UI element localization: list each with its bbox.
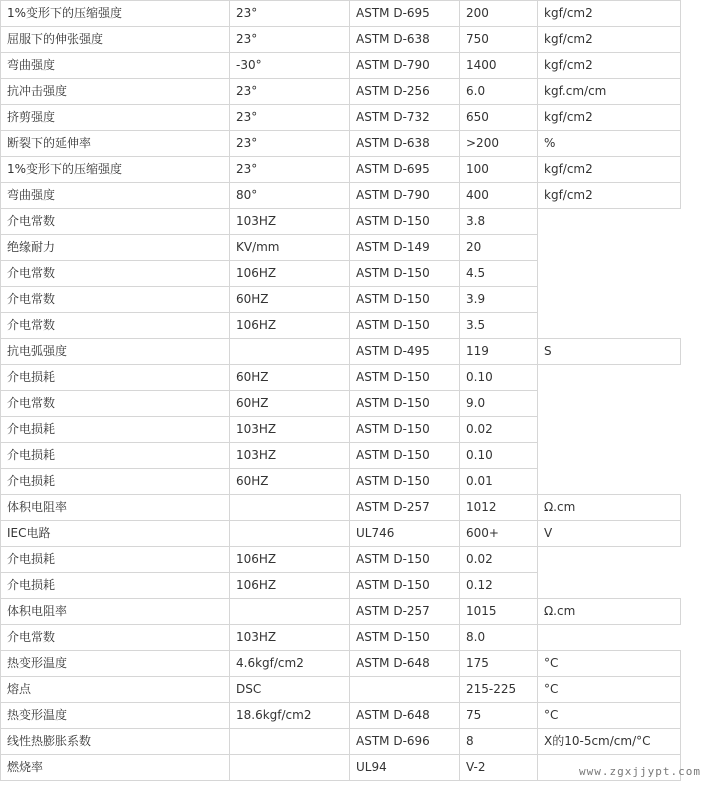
condition-cell [230,521,350,547]
table-row [1,1,681,27]
property-name-cell: 介电常数 [1,313,230,339]
property-name-cell: 燃烧率 [1,755,230,781]
test-method-cell: UL746 [350,521,460,547]
value-cell: 650 [460,105,538,131]
value-cell: 0.10 [460,365,538,391]
value-cell: 1015 [460,599,538,625]
unit-cell: kgf/cm2 [538,105,681,131]
unit-cell: °C [538,703,681,729]
condition-cell: -30° [230,53,350,79]
value-cell: 0.12 [460,573,538,599]
property-name-cell: 介电损耗 [1,365,230,391]
condition-cell: 18.6kgf/cm2 [230,703,350,729]
value-cell: 0.10 [460,443,538,469]
unit-cell: X的10-5cm/cm/°C [538,729,681,755]
condition-cell: 106HZ [230,547,350,573]
property-name-cell: 线性热膨胀系数 [1,729,230,755]
property-name-cell: IEC电路 [1,521,230,547]
unit-cell: °C [538,677,681,703]
unit-cell: S [538,339,681,365]
unit-cell: kgf/cm2 [538,53,681,79]
table-row [1,391,681,417]
test-method-cell: ASTM D-150 [350,625,460,651]
test-method-cell [350,677,460,703]
table-row [1,417,681,443]
property-name-cell: 介电常数 [1,391,230,417]
value-cell: 750 [460,27,538,53]
value-cell: 3.5 [460,313,538,339]
test-method-cell: ASTM D-648 [350,651,460,677]
test-method-cell: ASTM D-150 [350,469,460,495]
condition-cell: 103HZ [230,443,350,469]
condition-cell: DSC [230,677,350,703]
condition-cell: KV/mm [230,235,350,261]
table-row [1,105,681,131]
test-method-cell: ASTM D-256 [350,79,460,105]
condition-cell: 60HZ [230,287,350,313]
table-row [1,729,681,755]
property-name-cell: 绝缘耐力 [1,235,230,261]
test-method-cell: ASTM D-150 [350,573,460,599]
value-cell: V-2 [460,755,538,781]
unit-cell [538,573,681,599]
condition-cell [230,339,350,365]
unit-cell: kgf/cm2 [538,27,681,53]
unit-cell [538,235,681,261]
table-row [1,183,681,209]
property-name-cell: 弯曲强度 [1,53,230,79]
unit-cell [538,443,681,469]
unit-cell: Ω.cm [538,599,681,625]
property-name-cell: 抗电弧强度 [1,339,230,365]
test-method-cell: ASTM D-150 [350,547,460,573]
property-name-cell: 熔点 [1,677,230,703]
value-cell: 4.5 [460,261,538,287]
property-name-cell: 介电常数 [1,287,230,313]
properties-table-body [1,1,681,781]
condition-cell: 60HZ [230,365,350,391]
table-row [1,703,681,729]
property-name-cell: 弯曲强度 [1,183,230,209]
unit-cell [538,547,681,573]
table-row [1,339,681,365]
condition-cell: 23° [230,1,350,27]
condition-cell [230,729,350,755]
table-row [1,365,681,391]
table-row [1,27,681,53]
table-row [1,157,681,183]
property-name-cell: 1%变形下的压缩强度 [1,1,230,27]
value-cell: 8 [460,729,538,755]
value-cell: 119 [460,339,538,365]
property-name-cell: 介电损耗 [1,443,230,469]
test-method-cell: ASTM D-150 [350,313,460,339]
unit-cell: % [538,131,681,157]
table-row [1,131,681,157]
unit-cell [538,287,681,313]
table-row [1,235,681,261]
condition-cell: 23° [230,105,350,131]
property-name-cell: 介电常数 [1,625,230,651]
test-method-cell: ASTM D-695 [350,157,460,183]
value-cell: 0.02 [460,417,538,443]
table-row [1,573,681,599]
condition-cell [230,755,350,781]
unit-cell: Ω.cm [538,495,681,521]
test-method-cell: ASTM D-150 [350,365,460,391]
unit-cell [538,209,681,235]
value-cell: >200 [460,131,538,157]
property-name-cell: 热变形温度 [1,703,230,729]
unit-cell: kgf/cm2 [538,157,681,183]
test-method-cell: ASTM D-150 [350,261,460,287]
unit-cell [538,313,681,339]
value-cell: 1400 [460,53,538,79]
condition-cell: 60HZ [230,391,350,417]
test-method-cell: ASTM D-149 [350,235,460,261]
property-name-cell: 断裂下的延伸率 [1,131,230,157]
unit-cell [538,417,681,443]
test-method-cell: ASTM D-638 [350,131,460,157]
condition-cell: 106HZ [230,313,350,339]
table-row [1,313,681,339]
condition-cell: 106HZ [230,573,350,599]
value-cell: 200 [460,1,538,27]
value-cell: 215-225 [460,677,538,703]
condition-cell: 4.6kgf/cm2 [230,651,350,677]
table-row [1,651,681,677]
value-cell: 600+ [460,521,538,547]
property-name-cell: 介电损耗 [1,469,230,495]
condition-cell: 103HZ [230,209,350,235]
property-name-cell: 介电损耗 [1,573,230,599]
test-method-cell: ASTM D-648 [350,703,460,729]
test-method-cell: ASTM D-257 [350,495,460,521]
table-row [1,287,681,313]
table-row [1,625,681,651]
table-row [1,261,681,287]
value-cell: 75 [460,703,538,729]
test-method-cell: ASTM D-150 [350,287,460,313]
value-cell: 9.0 [460,391,538,417]
test-method-cell: ASTM D-638 [350,27,460,53]
table-row [1,599,681,625]
property-name-cell: 体积电阻率 [1,599,230,625]
table-row [1,521,681,547]
table-row [1,469,681,495]
table-row [1,209,681,235]
value-cell: 6.0 [460,79,538,105]
test-method-cell: ASTM D-790 [350,183,460,209]
condition-cell [230,495,350,521]
unit-cell: kgf/cm2 [538,1,681,27]
value-cell: 100 [460,157,538,183]
table-row [1,547,681,573]
watermark: www.zgxjjypt.com [579,765,701,778]
test-method-cell: UL94 [350,755,460,781]
test-method-cell: ASTM D-150 [350,443,460,469]
value-cell: 0.01 [460,469,538,495]
table-row [1,443,681,469]
condition-cell: 23° [230,27,350,53]
table-row [1,79,681,105]
condition-cell [230,599,350,625]
condition-cell: 23° [230,79,350,105]
value-cell: 3.9 [460,287,538,313]
unit-cell: V [538,521,681,547]
test-method-cell: ASTM D-150 [350,417,460,443]
test-method-cell: ASTM D-150 [350,209,460,235]
value-cell: 0.02 [460,547,538,573]
property-name-cell: 屈服下的伸张强度 [1,27,230,53]
property-name-cell: 体积电阻率 [1,495,230,521]
test-method-cell: ASTM D-695 [350,1,460,27]
property-name-cell: 介电损耗 [1,547,230,573]
property-name-cell: 1%变形下的压缩强度 [1,157,230,183]
test-method-cell: ASTM D-495 [350,339,460,365]
unit-cell [538,625,681,651]
condition-cell: 23° [230,157,350,183]
property-name-cell: 挤剪强度 [1,105,230,131]
test-method-cell: ASTM D-150 [350,391,460,417]
test-method-cell: ASTM D-790 [350,53,460,79]
unit-cell [538,261,681,287]
property-name-cell: 介电常数 [1,261,230,287]
test-method-cell: ASTM D-696 [350,729,460,755]
property-name-cell: 介电损耗 [1,417,230,443]
test-method-cell: ASTM D-257 [350,599,460,625]
condition-cell: 103HZ [230,625,350,651]
unit-cell [538,391,681,417]
value-cell: 1012 [460,495,538,521]
unit-cell: kgf.cm/cm [538,79,681,105]
table-row [1,495,681,521]
test-method-cell: ASTM D-732 [350,105,460,131]
condition-cell: 103HZ [230,417,350,443]
unit-cell: °C [538,651,681,677]
value-cell: 175 [460,651,538,677]
value-cell: 20 [460,235,538,261]
condition-cell: 60HZ [230,469,350,495]
property-name-cell: 抗冲击强度 [1,79,230,105]
condition-cell: 23° [230,131,350,157]
value-cell: 3.8 [460,209,538,235]
condition-cell: 106HZ [230,261,350,287]
value-cell: 8.0 [460,625,538,651]
unit-cell [538,469,681,495]
unit-cell: kgf/cm2 [538,183,681,209]
condition-cell: 80° [230,183,350,209]
unit-cell [538,365,681,391]
property-name-cell: 热变形温度 [1,651,230,677]
table-row [1,53,681,79]
property-name-cell: 介电常数 [1,209,230,235]
value-cell: 400 [460,183,538,209]
table-row [1,677,681,703]
